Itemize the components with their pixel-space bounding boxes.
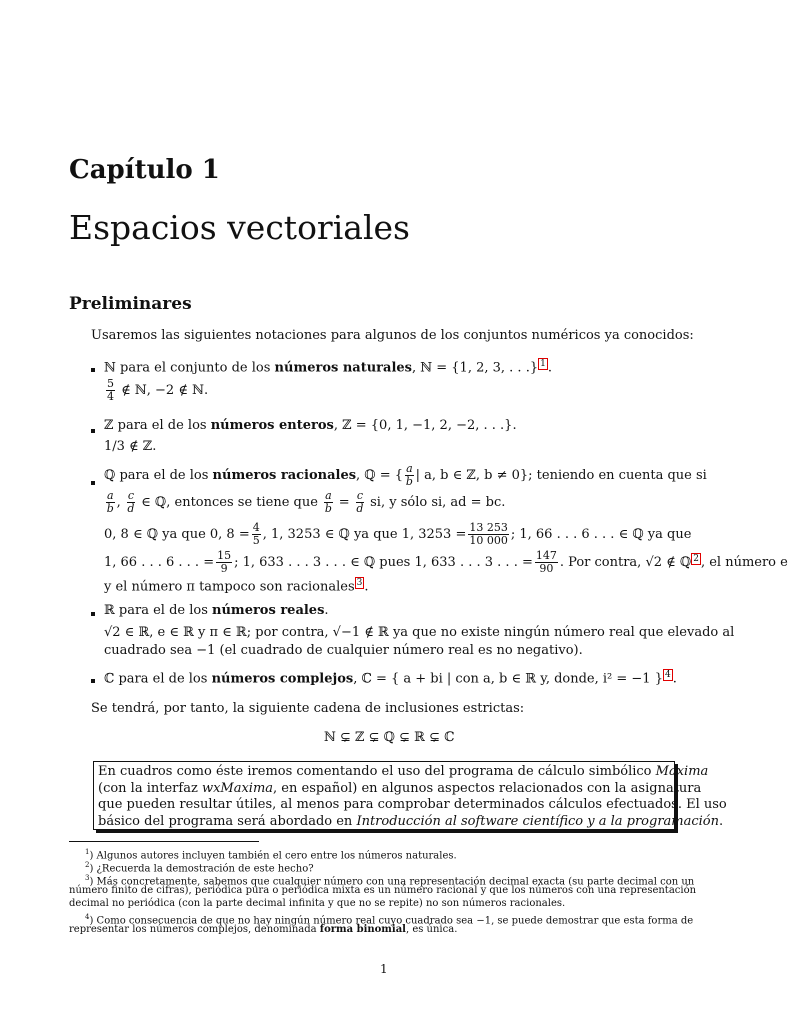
footnote-4-line-2: representar los números complejos, denominada forma binomial, es única. (69, 924, 458, 935)
bullet-natural (91, 368, 95, 372)
bullet-integer (91, 429, 95, 433)
natural-example: $\frac{5}{4}$ ∉ ℕ, −2 ∉ ℕ. (107, 377, 209, 403)
footnote-ref-1[interactable]: 1 (540, 359, 546, 369)
footnote-3-line-3: decimal no periódica (con la parte decimal infinita y que no se repite) no son números racionales. (69, 898, 566, 909)
box-line-3: que pueden resultar útiles, al menos para comprobar determinados cálculos efectuados. El uso (98, 797, 727, 812)
rational-line-4: 1, 66 . . . 6 . . . = $\frac{15}{9}$ ; 1, 633 . . . 3 . . . ∈ ℚ pues 1, 633 . . . 3 . . . = $\frac{147}{90}$ . Por contra, √2 ∉ ℚ 2 , el número e (104, 549, 788, 575)
footnote-3: $^3$) Más concretamente, sabemos que cualquier número con una representación decimal exacta (su parte decimal con un (85, 874, 695, 888)
rational-line-3: 0, 8 ∈ ℚ ya que 0, 8 = $\frac{4}{5}$ , 1, 3253 ∈ ℚ ya que 1, 3253 = $\frac{13 253}{10 000}$ ; 1, 66 . . . 6 . . . ∈ ℚ ya que (104, 521, 692, 547)
footnote-ref-3[interactable]: 3 (356, 578, 363, 588)
rational-line-2: $\frac{a}{b}$ , $\frac{c}{d}$ ∈ ℚ, entonces se tiene que $\frac{a}{b}$ = $\frac{c}{d}$ si, y sólo si, ad = bc. (106, 489, 506, 515)
rational-line-5: y el número π tampoco son racionales 3 . (104, 578, 369, 595)
real-line-1: ℝ para el de los números reales. (104, 603, 329, 618)
intro-paragraph: Usaremos las siguientes notaciones para algunos de los conjuntos numéricos ya conocidos: (91, 328, 694, 343)
box-line-1: En cuadros como éste iremos comentando el uso del programa de cálculo simbólico Maxima (98, 764, 709, 779)
page-number: 1 (380, 962, 388, 976)
bullet-rational (91, 481, 95, 485)
footnote-ref-2[interactable]: 2 (693, 553, 699, 564)
inclusion-chain: ℕ ⊊ ℤ ⊊ ℚ ⊊ ℝ ⊊ ℂ (324, 730, 455, 745)
box-line-4: básico del programa será abordado en Introducción al software científico y a la programación. (98, 813, 724, 829)
footnote-1: $^1$) Algunos autores incluyen también el cero entre los números naturales. (85, 848, 457, 862)
maxima-note-box (93, 761, 727, 830)
footnote-2: $^2$) ¿Recuerda la demostración de este hecho? (85, 861, 314, 875)
footnote-4: $^4$) Como consecuencia de que no hay ningún número real cuyo cuadrado sea −1, se puede demostrar que esta forma de (85, 913, 694, 927)
section-heading: Preliminares (69, 294, 192, 314)
page-title: Espacios vectoriales (69, 208, 410, 247)
fraction: $\frac{5}{4}$ (107, 377, 114, 403)
chain-intro: Se tendrá, por tanto, la siguiente cadena de inclusiones estrictas: (91, 701, 525, 716)
chapter-heading: Capítulo 1 (69, 155, 220, 185)
complex-line: ℂ para el de los números complejos, ℂ = { a + bi | con a, b ∈ ℝ y, donde, i² = −1 } 4 . (104, 670, 677, 687)
rational-line-1: ℚ para el de los números racionales, ℚ = { $\frac{a}{b}$ | a, b ∈ ℤ, b ≠ 0}; teniendo en cuenta que si (104, 462, 707, 488)
bullet-real (91, 612, 95, 616)
natural-line: ℕ para el conjunto de los números naturales, ℕ = {1, 2, 3, . . .} 1 . (104, 359, 552, 376)
footnote-ref-4[interactable]: 4 (664, 670, 671, 680)
footnote-3-line-2: número finito de cifras), periódica pura o periódica mixta es un número racional y que los números con una representación (69, 885, 697, 896)
real-line-2: √2 ∈ ℝ, e ∈ ℝ y π ∈ ℝ; por contra, √−1 ∉ ℝ ya que no existe ningún número real que elevado al (104, 625, 735, 640)
integer-line: ℤ para el de los números enteros, ℤ = {0, 1, −1, 2, −2, . . .}. (104, 418, 517, 433)
bullet-complex (91, 679, 95, 683)
real-line-3: cuadrado sea −1 (el cuadrado de cualquier número real es no negativo). (104, 643, 583, 658)
box-line-2: (con la interfaz wxMaxima, en español) en algunos aspectos relacionados con la asignatura (98, 780, 702, 796)
footnote-divider (69, 841, 259, 842)
integer-example: 1/3 ∉ ℤ. (104, 439, 157, 454)
